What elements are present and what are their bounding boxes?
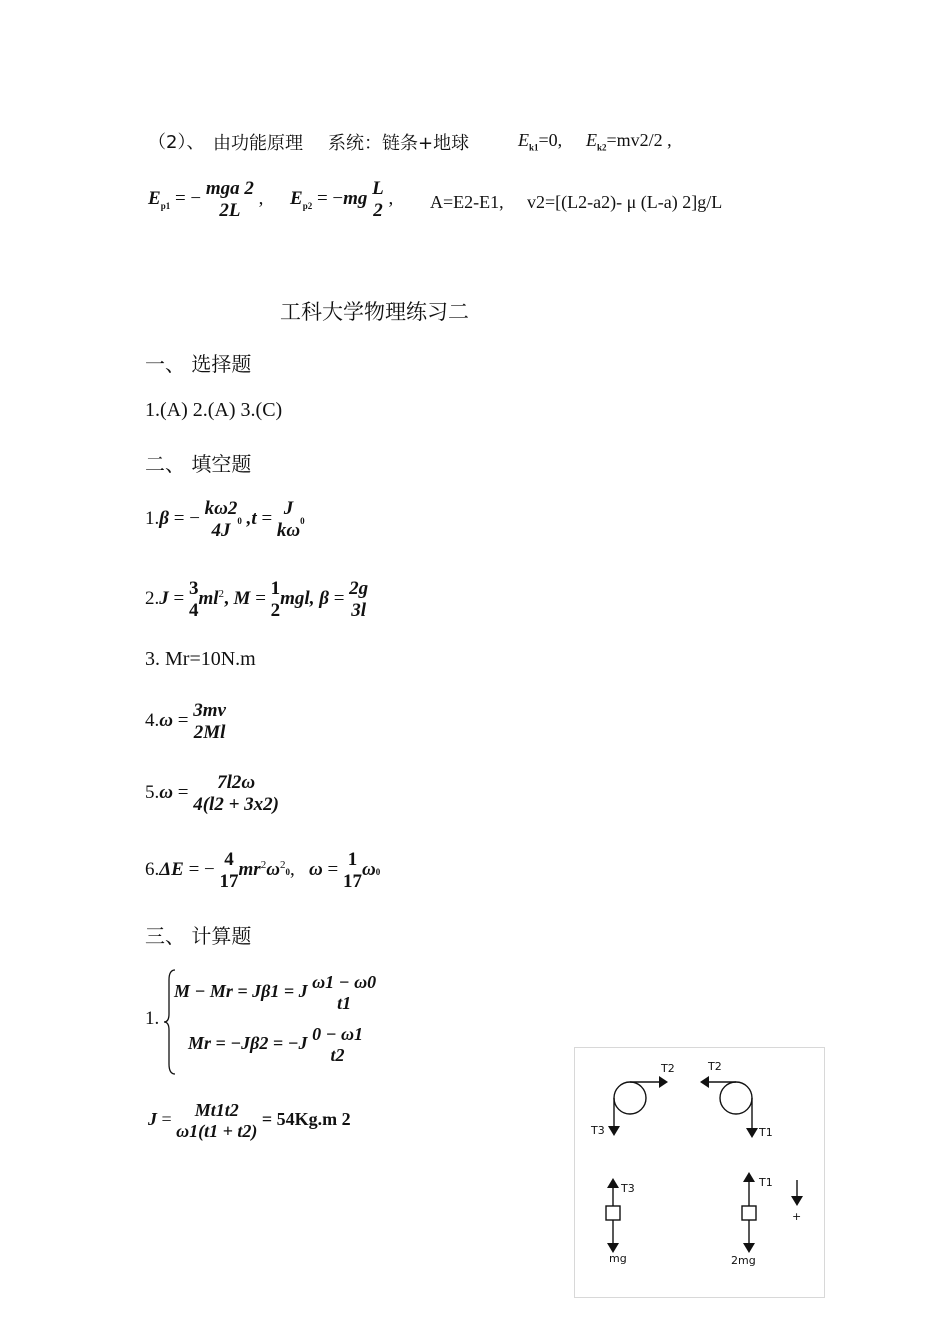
principle-text: 由功能原理 — [213, 133, 303, 154]
choice-answers: 1.(A) 2.(A) 3.(C) — [145, 399, 283, 421]
label-plus: + — [792, 1210, 802, 1223]
label-mg: mg — [609, 1252, 627, 1265]
calc-1-prefix: 1. — [145, 1008, 160, 1029]
force-diagram — [574, 1047, 825, 1298]
ek1-expression: $E_{k1}=0$, — [518, 130, 563, 153]
section-calc: 三、 计算题 — [145, 924, 252, 948]
work-expression: A=E2-E1, — [430, 192, 504, 212]
section-fill: 二、 填空题 — [145, 452, 252, 476]
fill-answer-5: 5.ω = 7l2ω 4(l2 + 3x2) — [145, 772, 279, 815]
velocity-expression: v2=[(L2-a2)- μ (L-a) 2]g/L — [527, 192, 723, 212]
label-2mg: 2mg — [731, 1254, 756, 1267]
calc-1-equation-2: Mr = −Jβ2 = −J 0 − ω1 t2 — [188, 1024, 363, 1065]
label-t3-block: T3 — [621, 1182, 635, 1195]
right-pulley — [720, 1082, 752, 1114]
fill-answer-1: 1.β = − kω2 4J 0 ,t = J kω 0 — [145, 498, 305, 541]
label-t2-left: T2 — [661, 1062, 675, 1075]
label-t3-top: T3 — [591, 1124, 605, 1137]
ep2-expression: $E_{p2} = -mg$ L 2 , — [290, 178, 394, 221]
label-t1-top: T1 — [759, 1126, 773, 1139]
section-choice: 一、 选择题 — [145, 352, 252, 376]
fill-answer-2: 2.J = 3 4 $ml^2$, M = 1 2 mgl, β = 2g 3l — [145, 578, 369, 621]
part2-label: （2）、 — [148, 132, 205, 153]
fill-answer-4: 4.ω = 3mv 2Ml — [145, 700, 226, 743]
calc-1-equation-1: M − Mr = Jβ1 = J ω1 − ω0 t1 — [174, 972, 377, 1013]
label-t2-right: T2 — [708, 1060, 722, 1073]
fill-answer-6: 6.ΔE = − 4 17 $mr^2\omega^20$, ω = 1 17 ω0 — [145, 849, 381, 892]
ek2-expression: $E_{k2}=mv2/2$ , — [586, 130, 672, 153]
force-diagram-svg — [575, 1048, 824, 1297]
fill-answer-3: 3. Mr=10N.m — [145, 648, 256, 670]
mass-block-right — [742, 1206, 756, 1220]
mass-block-left — [606, 1206, 620, 1220]
page-title: 工科大学物理练习二 — [280, 300, 469, 324]
label-t1-block: T1 — [759, 1176, 773, 1189]
ep1-expression: $E_{p1}$ = − mga 2 2L , — [148, 178, 264, 221]
moment-of-inertia-result: J = Mt1t2 ω1(t1 + t2) = 54Kg.m 2 — [148, 1100, 351, 1141]
left-pulley — [614, 1082, 646, 1114]
system-text: 系统：链条+地球 — [328, 133, 470, 154]
